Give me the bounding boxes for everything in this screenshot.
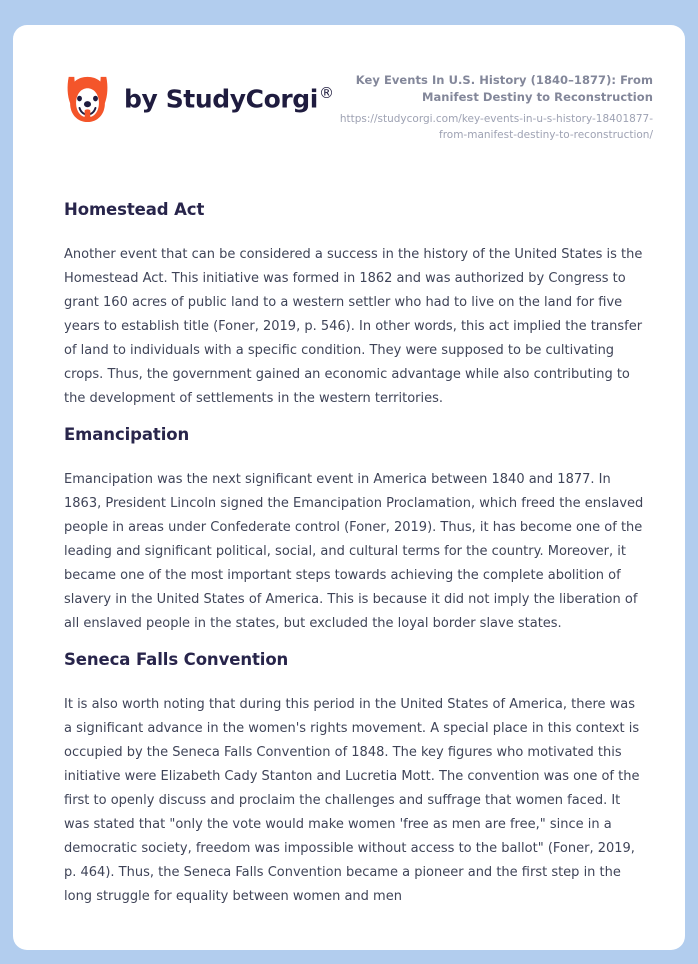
document-header — [13, 25, 685, 144]
document-body — [13, 200, 685, 909]
section-paragraph: Emancipation was the next significant event in America between 1840 and 1877. In 1863, President Lincoln signed the Emancipation Proclamation, which freed the enslaved people in areas under Confederate control (Foner, 2019). Thus, it has become one of the leading and significant political, social, and cultural terms for the country. Moreover, it became one of the most important steps towards achieving the complete abolition of slavery in the United States of America. This is because it did not imply the liberation of all enslaved people in the states, but excluded the loyal border slave states. — [64, 471, 644, 631]
section-heading: Homestead Act — [64, 199, 205, 219]
document-page — [13, 25, 685, 950]
section-paragraph: Another event that can be considered a success in the history of the United States is the Homestead Act. This initiative was formed in 1862 and was authorized by Congress to grant 160 acres of public land to a western settler who had to live on the land for five years to establish title (Foner, 2019, p. 546). In other words, this act implied the transfer of land to individuals with a specific condition. They were supposed to be cultivating crops. Thus, the government gained an economic advantage while also contributing to the development of settlements in the western territories. — [64, 246, 643, 406]
registered-trademark-icon: ® — [318, 84, 334, 103]
brand-logo[interactable] — [64, 70, 334, 124]
brand-name-text: by StudyCorgi — [124, 84, 318, 114]
section-emancipation — [64, 425, 645, 636]
brand-name — [124, 84, 334, 113]
section-homestead-act — [64, 200, 645, 411]
section-heading: Seneca Falls Convention — [64, 649, 289, 669]
section-seneca-falls-convention — [64, 650, 645, 909]
document-title: Key Events In U.S. History (1840–1877): From Manifest Destiny to Reconstruction — [355, 73, 653, 104]
corgi-face-icon — [64, 74, 111, 124]
header-metadata — [334, 70, 653, 144]
section-paragraph: It is also worth noting that during this period in the United States of America, there was a significant advance in the women's rights movement. A special place in this context is occupied by the Seneca Falls Convention of 1848. The key figures who motivated this initiative were Elizabeth Cady Stanton and Lucretia Mott. The convention was one of the first to openly discuss and proclaim the challenges and suffrage that women faced. It was stated that "only the vote would make women 'free as men are free," since in a democratic society, freedom was impossible without access to the ballot" (Foner, 2019, p. 464). Thus, the Seneca Falls Convention became a pioneer and the first step in the long struggle for equality between women and men — [64, 696, 640, 904]
section-heading: Emancipation — [64, 424, 190, 444]
document-url[interactable]: https://studycorgi.com/key-events-in-u-s-history-18401877-from-manifest-destiny-to-reconstruction/ — [339, 113, 653, 142]
